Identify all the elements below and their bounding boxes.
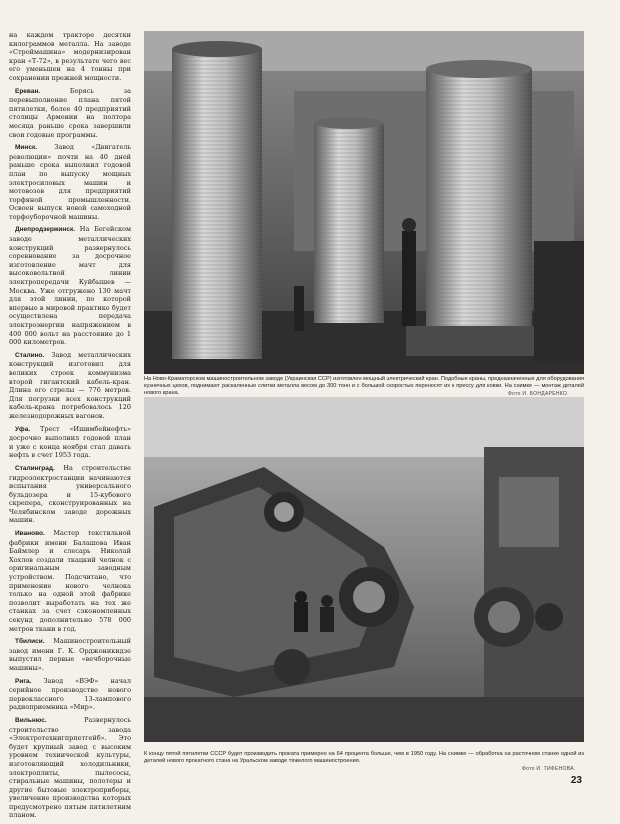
crane-assembly-photo [144, 31, 584, 374]
photo-caption: На Ново-Краматорском машиностроительном заводе (Украинская ССР) изготовлен мощный электрический кран. Подобные краны, предназначенные для оборудования кузнечных цехов, поднимают раскаленные слитки металла весом до 300 тонн и с большой скоростью переносят их к прессу для ковки. На снимке — монтаж деталей нового крана. [144, 376, 585, 396]
photo-caption: К концу пятой пятилетки СССР будет производить проката примерно на 64 процента больше, чем в 1950 году. На снимке — обработка на расточном станке одной из деталей нового прокатного стана на Уральском заводе тяжелого машиностроения. [144, 751, 584, 764]
news-column [9, 31, 131, 824]
news-item: Уфа. Трест «Ишимбейнефть» досрочно выполнил годовой план и уже с конца ноября стал давать нефть в счет 1953 года. [9, 424, 131, 460]
photo-credit: Фото И. БОНДАРЕНКО. [508, 391, 569, 397]
news-item: Рига. Завод «ВЭФ» начал серийное производство нового первоклассного 13-лампового радиоприемника «Мир». [9, 676, 131, 712]
news-item: Вильнюс. Развернулось строительство завода «Электротехнигпрпетгейб». Это будет крупный завод с высоким уровнем технической культуры, изготовляющий холодильники, электроплиты, пылесосы, стиральные машины, полотеры и другие бытовые электроприборы, увеличение производства которых предусмотрено пятым пятилетним планом. [9, 715, 131, 820]
news-item: Сталинград. На строительстве гидроэлектростанции начинаются испытания универсального бульдозера и 15-кубового скрепера, сконструированных на Челябинском заводе дорожных машин. [9, 463, 131, 525]
news-item: Ереван. Борясь за перевыполнение плана пятой пятилетки, более 40 предприятий столицы Армении на полтора месяца раньше срока завершили свои годовые программы. [9, 86, 131, 139]
photo-credit: Фото И. ТИФЕНОВА. [522, 766, 576, 772]
page-number: 23 [570, 775, 582, 786]
news-item: на каждом тракторе десятки килограммов металла. На заводе «Строймашина» модернизирован кран «Т-72», в результате чего вес его уменьшен на 4 тонны при сохранении прежней мощности. [9, 31, 131, 82]
news-item: Минск. Завод «Двигатель революции» почти на 40 дней раньше срока выполнил годовой план по выпуску мощных электросиловых машин и мотовозов для предприятий торфяной промышленности. Освоен выпуск новой самоходной торфоуборочной машины. [9, 143, 131, 221]
news-item: Сталино. Завод металлических конструкций изготовил для великих строек коммунизма второй гигантский кабель-кран. Длина его стрелы — 776 метров. Для погрузки всех конструкций кабель-крана потребовалось 120 железнодорожных вагонов. [9, 350, 131, 420]
boring-machine-photo [144, 397, 584, 742]
news-item: Иваново. Мастер текстильной фабрики имени Балашова Иван Баймлер и слесарь Николай Хохлов создали ткацкий челнок с оригинальным заводным устройством. Подсчитано, что применение нового челнока только на одной этой фабрике позволит выработать на тех же станках за счет сэкономленных секунд дополнительно 578 000 метров ткани в год. [9, 529, 131, 633]
news-item: Тбилиси. Машиностроительный завод имени Г. К. Орджоникидзе выпустил первые «вечборочные машины». [9, 637, 131, 672]
news-item: Днепродзержинск. На Бегейском заводе металлических конструкций развернулось соревнование за досрочное изготовление мачт для высоковольтной линии электропередачи Куйбышев — Москва. Уже отгружено 130 мачт для этой линии, по которой впервые в мировой практике будет осуществлена передача электроэнергии напряжением в 400 000 вольт на расстояние до 1 000 километров. [9, 225, 131, 347]
